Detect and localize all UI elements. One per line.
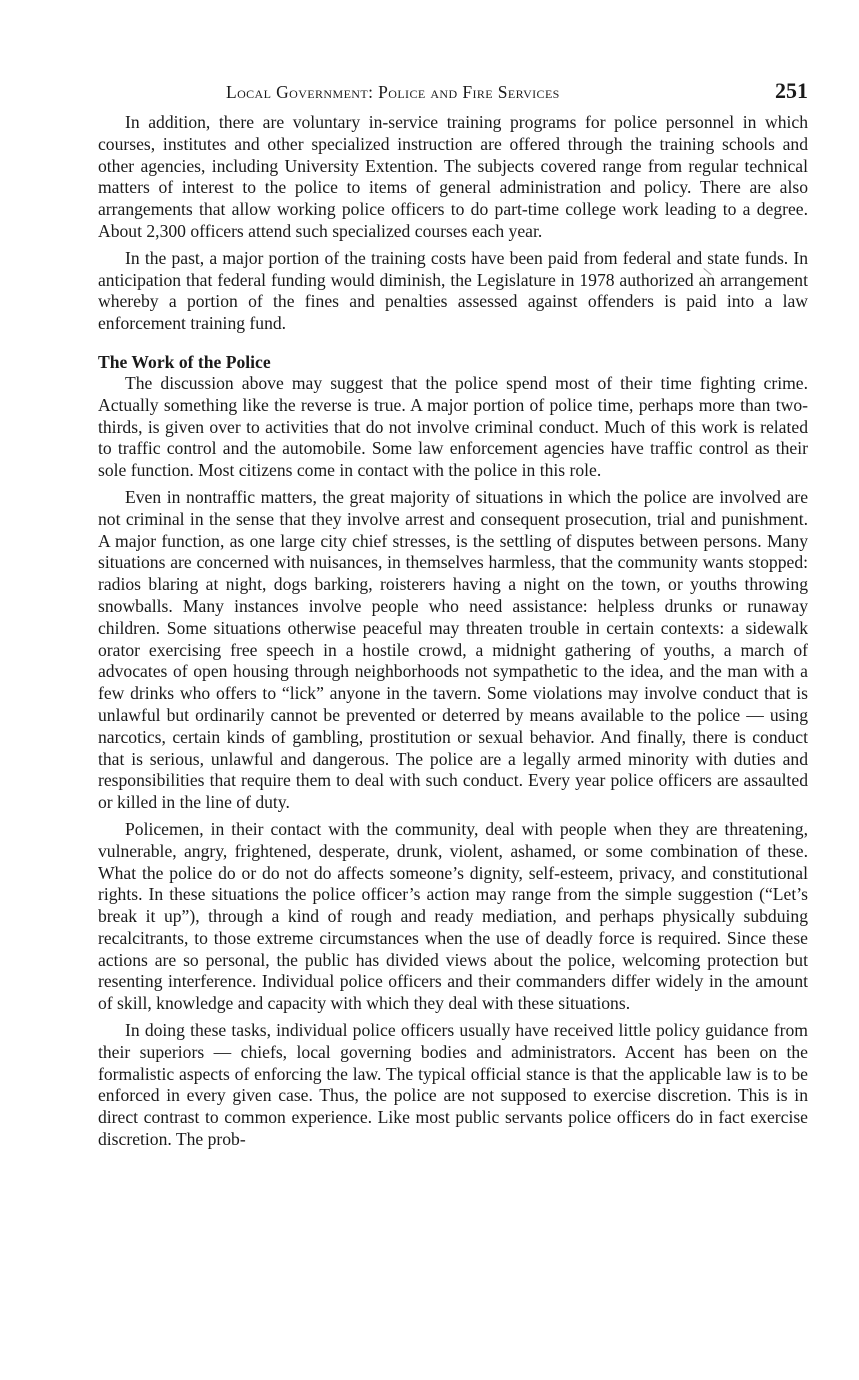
paragraph-policy-guidance: In doing these tasks, individual police officers usually have received little policy guidance from their superiors — chiefs, local governing bodies and administrators. Accent has been on the formalistic aspects of enforcing the law. The typical official stance is that the applicable law is to be enforced in every given case. Thus, the police are not supposed to exercise discretion. This is in direct contrast to common experience. Like most public servants police officers do in fact exercise discretion. The prob-	[98, 1020, 808, 1150]
page-number: 251	[775, 78, 808, 103]
paragraph-police-time: The discussion above may suggest that the police spend most of their time fighting crime. Actually something like the reverse is true. A major portion of police time, perhaps more than two-thirds, is given over to activities that do not involve criminal conduct. Much of this work is related to traffic control and the automobile. Some law enforcement agencies have traffic control as their sole function. Most citizens come in contact with the police in this role.	[98, 372, 808, 481]
paragraph-community-contact: Policemen, in their contact with the community, deal with people when they are threatening, vulnerable, angry, frightened, desperate, drunk, violent, ashamed, or some combination of these. What the police do or do not do affects someone’s dignity, self-esteem, privacy, and constitutional rights. In these situations the police officer’s action may range from the simple suggestion (“Let’s break it up”), through a kind of rough and ready mediation, and perhaps physically subduing recalcitrants, to those extreme circumstances when the use of deadly force is required. Since these actions are so personal, the public has divided views about the police, welcoming protection but resenting interference. Individual police officers and their commanders differ widely in the amount of skill, knowledge and capacity with which they deal with these situations.	[98, 818, 808, 1014]
section-heading: The Work of the Police	[98, 351, 271, 372]
running-title: Local Government: Police and Fire Services	[226, 82, 560, 102]
paragraph-in-service-training: In addition, there are voluntary in-service training programs for police personnel in which courses, institutes and other specialized instruction are offered through the training schools and other agencies, including University Extention. The subjects covered range from regular technical matters of interest to the police to items of general administration and policy. There are also arrangements that allow working police officers to do part-time college work leading to a degree. About 2,300 officers attend such specialized courses each year.	[98, 112, 808, 241]
running-header	[98, 72, 808, 112]
paragraph-nontraffic-matters: Even in nontraffic matters, the great majority of situations in which the police are involved are not criminal in the sense that they involve arrest and consequent prosecution, trial and punishment. A major function, as one large city chief stresses, is the settling of disputes between persons. Many situations are concerned with nuisances, in themselves harmless, that the community wants stopped: radios blaring at night, dogs barking, roisterers having a night on the town, or youths throwing snowballs. Many instances involve people who need assistance: helpless drunks or runaway children. Some situations otherwise peaceful may threaten trouble in certain contexts: a sidewalk orator exercising free speech in a hostile crowd, a midnight gathering of youths, a march of advocates of open housing through neighborhoods not sympathetic to the idea, and the man with a few drinks who offers to “lick” anyone in the tavern. Some violations may involve conduct that is unlawful but ordinarily cannot be prevented or deterred by means available to the police — using narcotics, certain kinds of gambling, prostitution or sexual behavior. And finally, there is conduct that is serious, unlawful and dangerous. The police are a legally armed minority with duties and responsibilities that require them to deal with such conduct. Every year police officers are assaulted or killed in the line of duty.	[98, 486, 808, 813]
book-page	[98, 72, 808, 1156]
paragraph-training-costs: In the past, a major portion of the training costs have been paid from federal and state funds. In anticipation that federal funding would diminish, the Legislature in 1978 authorized an arrangement whereby a portion of the fines and penalties assessed against offenders is paid into a law enforcement training fund.	[98, 247, 808, 334]
